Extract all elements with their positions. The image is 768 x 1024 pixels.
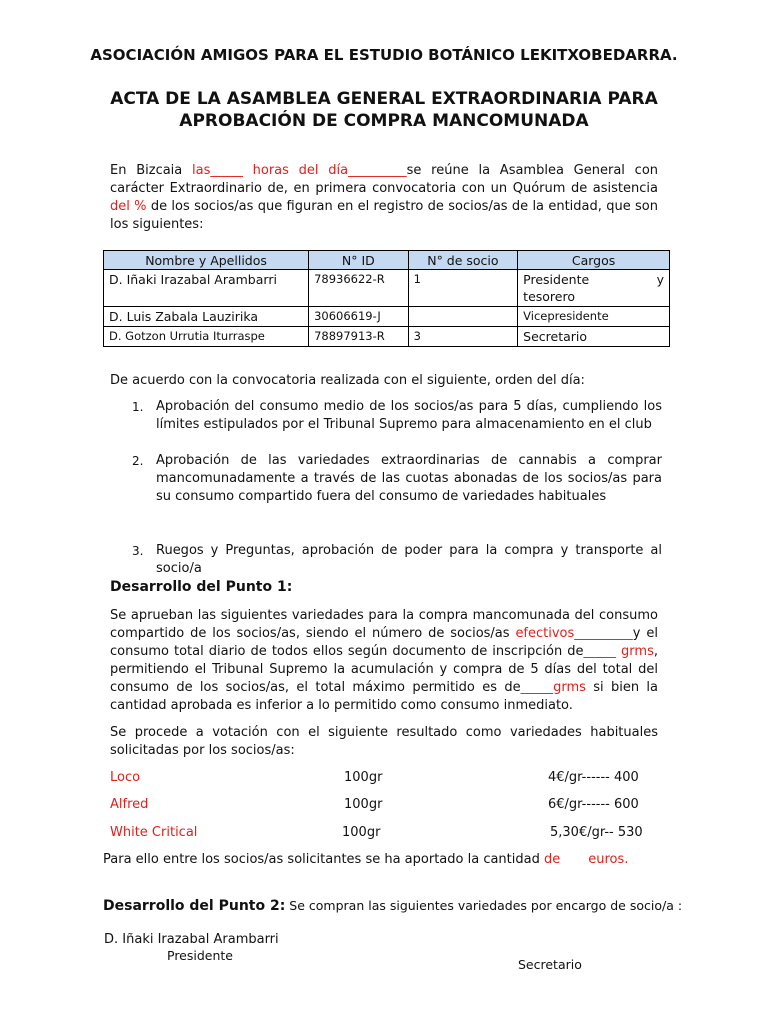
variety-price: 6€/gr------ 600 — [548, 797, 639, 812]
member-role: Secretario — [518, 327, 670, 347]
agenda-number: 2. — [132, 454, 144, 468]
intro-text-2: se reúne la Asamblea General con carácter Extraordinario de, en primera convocatoria con un Quórum de asistencia — [110, 163, 659, 196]
variety-name: Alfred — [110, 797, 149, 812]
member-id: 78897913-R — [309, 327, 409, 347]
variety-price: 5,30€/gr-- 530 — [550, 825, 643, 840]
punto1-blank-grams: _____ grms — [583, 644, 654, 659]
list-item — [110, 542, 662, 578]
signature-name: D. Iñaki Irazabal Arambarri — [104, 932, 279, 947]
agenda-number: 3. — [132, 544, 144, 558]
intro-text-1: En Bizcaia — [110, 163, 193, 178]
member-number: 1 — [408, 270, 518, 307]
member-number: 3 — [408, 327, 518, 347]
variety-name: Loco — [110, 770, 141, 785]
member-role-c: tesorero — [523, 289, 575, 304]
punto2-text: Se compran las siguientes variedades por encargo de socio/a : — [285, 898, 683, 913]
agenda-text: Aprobación de las variedades extraordinarias de cannabis a comprar mancomunadamente a través de las cuotas abonadas de los socios/as para su consumo compartido fuera del consumo de variedades habituales — [156, 453, 662, 504]
intro-text-3: de los socios/as que figuran en el registro de socios/as de la entidad, que son los siguientes: — [110, 199, 658, 232]
variety-qty: 100gr — [344, 797, 383, 812]
members-table-header — [104, 251, 670, 270]
table-row — [104, 327, 670, 347]
amount-currency: euros. — [588, 852, 629, 867]
punto2-heading: Desarrollo del Punto 2: — [103, 898, 286, 914]
list-item — [110, 398, 662, 434]
table-row — [104, 307, 670, 327]
punto1-blank-members: efectivos_________ — [515, 626, 633, 641]
variety-qty: 100gr — [342, 825, 381, 840]
agenda-text: Aprobación del consumo medio de los socios/as para 5 días, cumpliendo los límites estipulados por el Tribunal Supremo para almacenamiento en el club — [156, 399, 662, 432]
intro-blank-hours: las_____ horas del día_________ — [192, 163, 407, 178]
intro-paragraph — [110, 162, 658, 234]
table-row — [104, 270, 670, 307]
variety-price: 4€/gr------ 400 — [548, 770, 639, 785]
document-title — [0, 88, 768, 132]
punto1-text-a: Se aprueban las siguientes variedades para la compra mancomunada del consumo compartido de los socios/as, siendo el número de socios/as — [110, 608, 658, 641]
signature-role-president: Presidente — [167, 948, 233, 963]
header-name: Nombre y Apellidos — [104, 251, 309, 270]
members-table — [103, 250, 670, 347]
member-role — [518, 270, 670, 307]
amount-text: Para ello entre los socios/as solicitantes se ha aportado la cantidad — [103, 852, 544, 867]
vote-paragraph: Se procede a votación con el siguiente resultado como variedades habituales solicitadas por los socios/as: — [110, 725, 658, 758]
member-name: D. Iñaki Irazabal Arambarri — [104, 270, 309, 307]
list-item — [110, 452, 662, 506]
intro-blank-quorum: del % — [110, 199, 147, 214]
member-role: Vicepresidente — [518, 307, 670, 327]
member-id: 30606619-J — [309, 307, 409, 327]
document-title-line2: APROBACIÓN DE COMPRA MANCOMUNADA — [179, 111, 589, 131]
agenda-text: Ruegos y Preguntas, aprobación de poder para la compra y transporte al socio/a — [156, 543, 662, 576]
variety-qty: 100gr — [344, 770, 383, 785]
punto1-text-d: si bien la cantidad aprobada es inferior a lo permitido como consumo inmediato. — [110, 680, 658, 713]
member-number — [408, 307, 518, 327]
variety-name: White Critical — [110, 825, 198, 840]
document-title-line1: ACTA DE LA ASAMBLEA GENERAL EXTRAORDINARIA PARA — [110, 89, 658, 109]
member-role-a: Presidente — [523, 272, 590, 287]
agenda-intro: De acuerdo con la convocatoria realizada con el siguiente, orden del día: — [110, 373, 585, 388]
amount-blank: de — [543, 852, 561, 867]
member-role-b: y — [656, 272, 664, 287]
punto1-paragraph — [110, 607, 658, 715]
agenda-number: 1. — [132, 400, 144, 414]
header-member-number: N° de socio — [408, 251, 518, 270]
agenda-list — [110, 398, 662, 578]
association-name: ASOCIACIÓN AMIGOS PARA EL ESTUDIO BOTÁNICO LEKITXOBEDARRA. — [90, 46, 678, 64]
punto2-line — [103, 898, 682, 914]
punto1-text-c: , permitiendo el Tribunal Supremo la acumulación y compra de 5 días del total del consumo de los socios/as, el total máximo permitido es de — [110, 644, 658, 695]
header-id: N° ID — [309, 251, 409, 270]
header-role: Cargos — [518, 251, 670, 270]
punto1-text-b: y el consumo total diario de todos ellos según documento de inscripción de — [110, 626, 658, 659]
punto1-blank-max: _____grms — [520, 680, 586, 695]
amount-line — [103, 852, 628, 867]
member-name: D. Gotzon Urrutia Iturraspe — [104, 327, 309, 347]
signature-role-secretary: Secretario — [518, 957, 582, 972]
member-name: D. Luis Zabala Lauzirika — [104, 307, 309, 327]
punto1-heading: Desarrollo del Punto 1: — [110, 579, 293, 595]
member-id: 78936622-R — [309, 270, 409, 307]
